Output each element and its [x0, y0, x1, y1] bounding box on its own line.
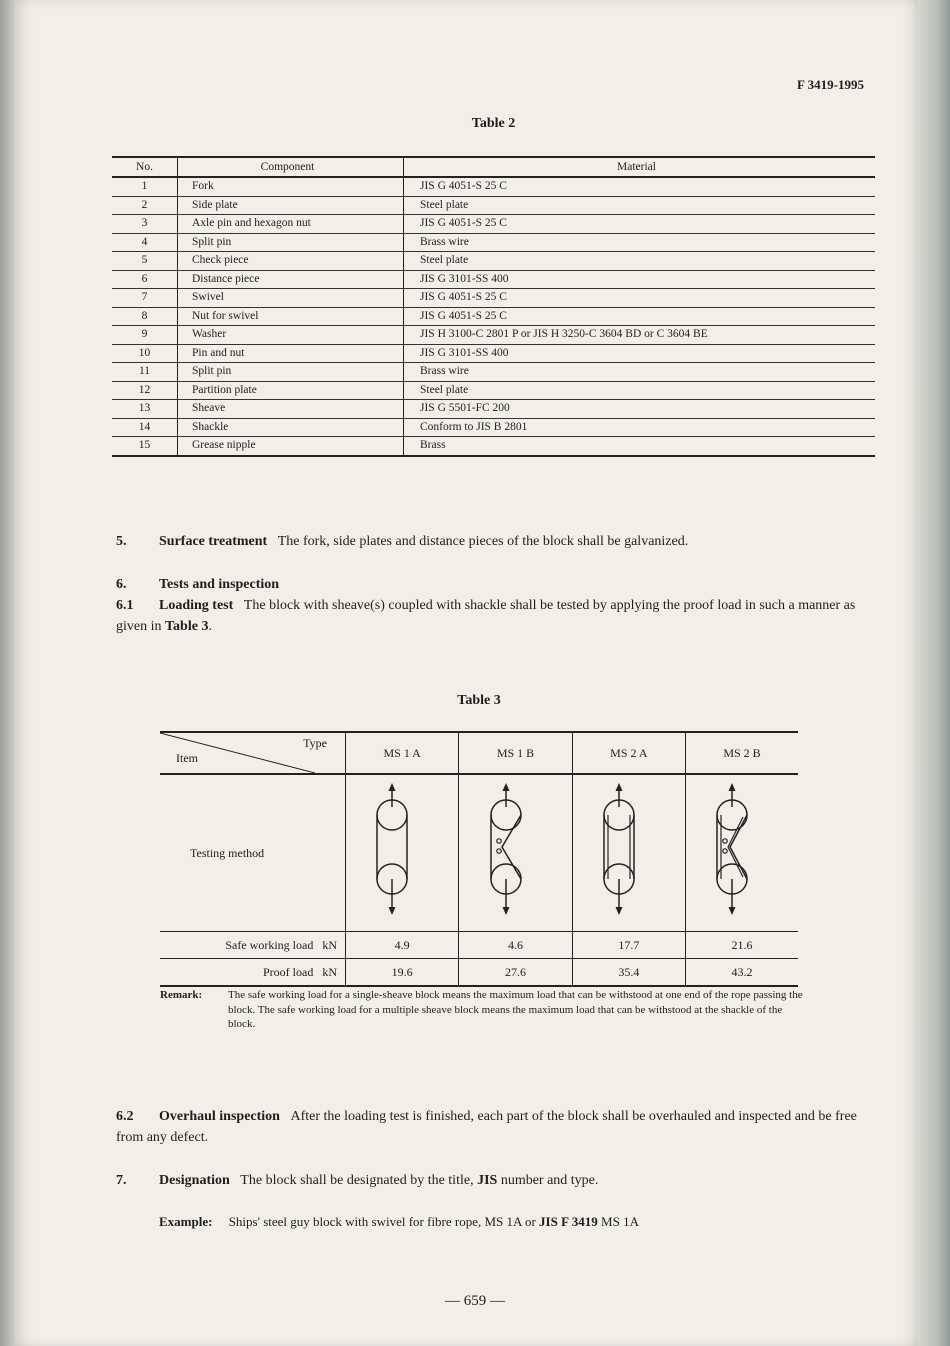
table2-cell-component: Partition plate: [178, 381, 404, 400]
table2-cell-no: 1: [112, 177, 178, 196]
designation-example: [159, 1214, 639, 1230]
table-row: [112, 326, 875, 345]
safe-load-label-text: Safe working load: [225, 937, 314, 952]
table2-cell-component: Side plate: [178, 196, 404, 215]
table2-cell-no: 6: [112, 270, 178, 289]
table2-cell-material: JIS G 3101-SS 400: [404, 270, 876, 289]
table2: [112, 156, 875, 457]
table-row: [112, 215, 875, 234]
section-6-1-text: The block with sheave(s) coupled with shackle shall be tested by applying the proof load in such a manner as given in: [116, 598, 856, 634]
section-5-text: The fork, side plates and distance pieces of the block shall be galvanized.: [277, 534, 689, 549]
table-row: [112, 289, 875, 308]
proof-load-ms1a: 19.6: [346, 959, 459, 987]
table3: [160, 731, 798, 987]
table3-corner-cell: [160, 732, 346, 774]
table2-cell-no: 5: [112, 252, 178, 271]
standard-number: F 3419-1995: [796, 77, 864, 92]
table2-cell-no: 11: [112, 363, 178, 382]
table-row: [112, 344, 875, 363]
table-row: [112, 363, 875, 382]
table2-col-material: Material: [404, 157, 876, 177]
table2-cell-no: 4: [112, 233, 178, 252]
table2-cell-no: 7: [112, 289, 178, 308]
safe-load-ms2b: 21.6: [686, 932, 798, 959]
section-6-1-number: 6.1: [116, 598, 134, 613]
type-header-ms2a: MS 2 A: [572, 732, 685, 774]
section-7-number: 7.: [116, 1173, 127, 1188]
section-6-1-table-ref: Table 3: [165, 619, 209, 634]
table2-cell-no: 9: [112, 326, 178, 345]
table2-cell-material: Brass: [404, 437, 876, 456]
table-row: [112, 270, 875, 289]
section-6-1-heading: Loading test: [159, 598, 234, 613]
page-number: — 659 —: [445, 1293, 505, 1309]
table-row: [112, 381, 875, 400]
remark-label: Remark:: [160, 989, 203, 1001]
table2-cell-component: Split pin: [178, 233, 404, 252]
section-7-text-end: number and type.: [500, 1173, 599, 1188]
remark-text: The safe working load for a single-sheave block means the maximum load that can be withstood at one end of the rope passing the block. The safe working load for a multiple sheave block means the maximum load that can be withstood at the shackle of the block.: [228, 989, 803, 1030]
testing-diagram-ms1a: [346, 774, 459, 932]
proof-load-ms2b: 43.2: [686, 959, 798, 987]
corner-item-label: Item: [176, 751, 198, 765]
proof-load-label-text: Proof load: [263, 964, 314, 979]
page-edge-right: [918, 0, 950, 1346]
example-suffix: MS 1A: [601, 1214, 639, 1229]
table-row: [112, 418, 875, 437]
table2-cell-material: Brass wire: [404, 233, 876, 252]
safe-load-ms2a: 17.7: [572, 932, 685, 959]
section-6-2: [116, 1106, 861, 1148]
table-row: [112, 400, 875, 419]
table3-testing-method-row: [160, 774, 798, 932]
table2-col-component: Component: [178, 157, 404, 177]
table2-col-no: No.: [112, 157, 178, 177]
table2-cell-component: Washer: [178, 326, 404, 345]
table2-cell-component: Check piece: [178, 252, 404, 271]
proof-load-label: [160, 959, 346, 987]
table2-cell-component: Split pin: [178, 363, 404, 382]
table-row: [112, 177, 875, 196]
table2-cell-material: Brass wire: [404, 363, 876, 382]
table2-cell-component: Shackle: [178, 418, 404, 437]
table2-cell-component: Distance piece: [178, 270, 404, 289]
testing-diagram-ms1b: [459, 774, 572, 932]
section-7-text: The block shall be designated by the title,: [240, 1173, 474, 1188]
section-5: [116, 531, 861, 552]
testing-diagram-ms2b: [686, 774, 798, 932]
proof-load-ms1b: 27.6: [459, 959, 572, 987]
table2-cell-component: Fork: [178, 177, 404, 196]
table2-cell-material: JIS G 4051-S 25 C: [404, 215, 876, 234]
table2-cell-material: JIS G 4051-S 25 C: [404, 177, 876, 196]
table2-cell-no: 8: [112, 307, 178, 326]
example-ref: JIS F 3419: [539, 1214, 598, 1229]
table2-cell-material: Steel plate: [404, 252, 876, 271]
table2-cell-component: Grease nipple: [178, 437, 404, 456]
section-5-number: 5.: [116, 534, 127, 549]
double-sheave-diagram-icon: [599, 781, 659, 921]
safe-load-label: [160, 932, 346, 959]
table2-cell-no: 13: [112, 400, 178, 419]
safe-load-unit: kN: [322, 937, 337, 952]
section-6: [116, 574, 861, 595]
table-row: [112, 437, 875, 456]
table-row: [112, 307, 875, 326]
table2-cell-no: 3: [112, 215, 178, 234]
double-sheave-shackle-diagram-icon: [712, 781, 772, 921]
table3-proof-load-row: [160, 959, 798, 987]
type-header-ms1b: MS 1 B: [459, 732, 572, 774]
table-row: [112, 233, 875, 252]
table2-body: [112, 177, 875, 456]
table2-cell-material: Conform to JIS B 2801: [404, 418, 876, 437]
table2-cell-component: Swivel: [178, 289, 404, 308]
section-6-2-heading: Overhaul inspection: [159, 1109, 280, 1124]
section-7-heading: Designation: [159, 1173, 230, 1188]
section-7-jis: JIS: [477, 1173, 498, 1188]
single-sheave-shackle-diagram-icon: [486, 781, 546, 921]
table2-cell-component: Pin and nut: [178, 344, 404, 363]
testing-diagram-ms2a: [572, 774, 685, 932]
section-6-number: 6.: [116, 577, 127, 592]
table2-cell-material: JIS G 5501-FC 200: [404, 400, 876, 419]
table2-cell-no: 15: [112, 437, 178, 456]
table2-cell-no: 12: [112, 381, 178, 400]
table3-safe-load-row: [160, 932, 798, 959]
safe-load-ms1b: 4.6: [459, 932, 572, 959]
table2-cell-material: JIS H 3100-C 2801 P or JIS H 3250-C 3604 BD or C 3604 BE: [404, 326, 876, 345]
table2-cell-no: 2: [112, 196, 178, 215]
table2-title: Table 2: [471, 116, 516, 131]
section-7: [116, 1170, 861, 1191]
corner-type-label: Type: [303, 736, 327, 750]
table-row: [112, 196, 875, 215]
table2-header-row: [112, 157, 875, 177]
table2-cell-component: Sheave: [178, 400, 404, 419]
table2-cell-material: Steel plate: [404, 381, 876, 400]
section-6-1-period: .: [208, 619, 212, 634]
table3-remark: [160, 988, 812, 1032]
example-label: Example:: [159, 1214, 213, 1229]
testing-method-label: Testing method: [160, 774, 346, 932]
table2-cell-no: 14: [112, 418, 178, 437]
section-5-heading: Surface treatment: [159, 534, 268, 549]
table3-title: Table 3: [457, 693, 501, 708]
table2-cell-material: Steel plate: [404, 196, 876, 215]
table2-cell-component: Axle pin and hexagon nut: [178, 215, 404, 234]
single-sheave-diagram-icon: [372, 781, 432, 921]
section-6-2-number: 6.2: [116, 1109, 134, 1124]
proof-load-ms2a: 35.4: [572, 959, 685, 987]
table3-header-row: [160, 732, 798, 774]
section-6-heading: Tests and inspection: [159, 577, 280, 592]
safe-load-ms1a: 4.9: [346, 932, 459, 959]
table2-cell-material: JIS G 4051-S 25 C: [404, 289, 876, 308]
page-gutter-left: [0, 0, 14, 1346]
section-6-2-text: After the loading test is finished, each part of the block shall be overhauled and inspected and be free from any defect.: [116, 1109, 857, 1145]
table2-cell-component: Nut for swivel: [178, 307, 404, 326]
table-row: [112, 252, 875, 271]
table2-cell-material: JIS G 3101-SS 400: [404, 344, 876, 363]
section-6-1: [116, 595, 861, 637]
type-header-ms1a: MS 1 A: [346, 732, 459, 774]
type-header-ms2b: MS 2 B: [686, 732, 798, 774]
proof-load-unit: kN: [322, 964, 337, 979]
example-text: Ships' steel guy block with swivel for fibre rope, MS 1A or: [228, 1214, 536, 1229]
table2-cell-no: 10: [112, 344, 178, 363]
table2-cell-material: JIS G 4051-S 25 C: [404, 307, 876, 326]
